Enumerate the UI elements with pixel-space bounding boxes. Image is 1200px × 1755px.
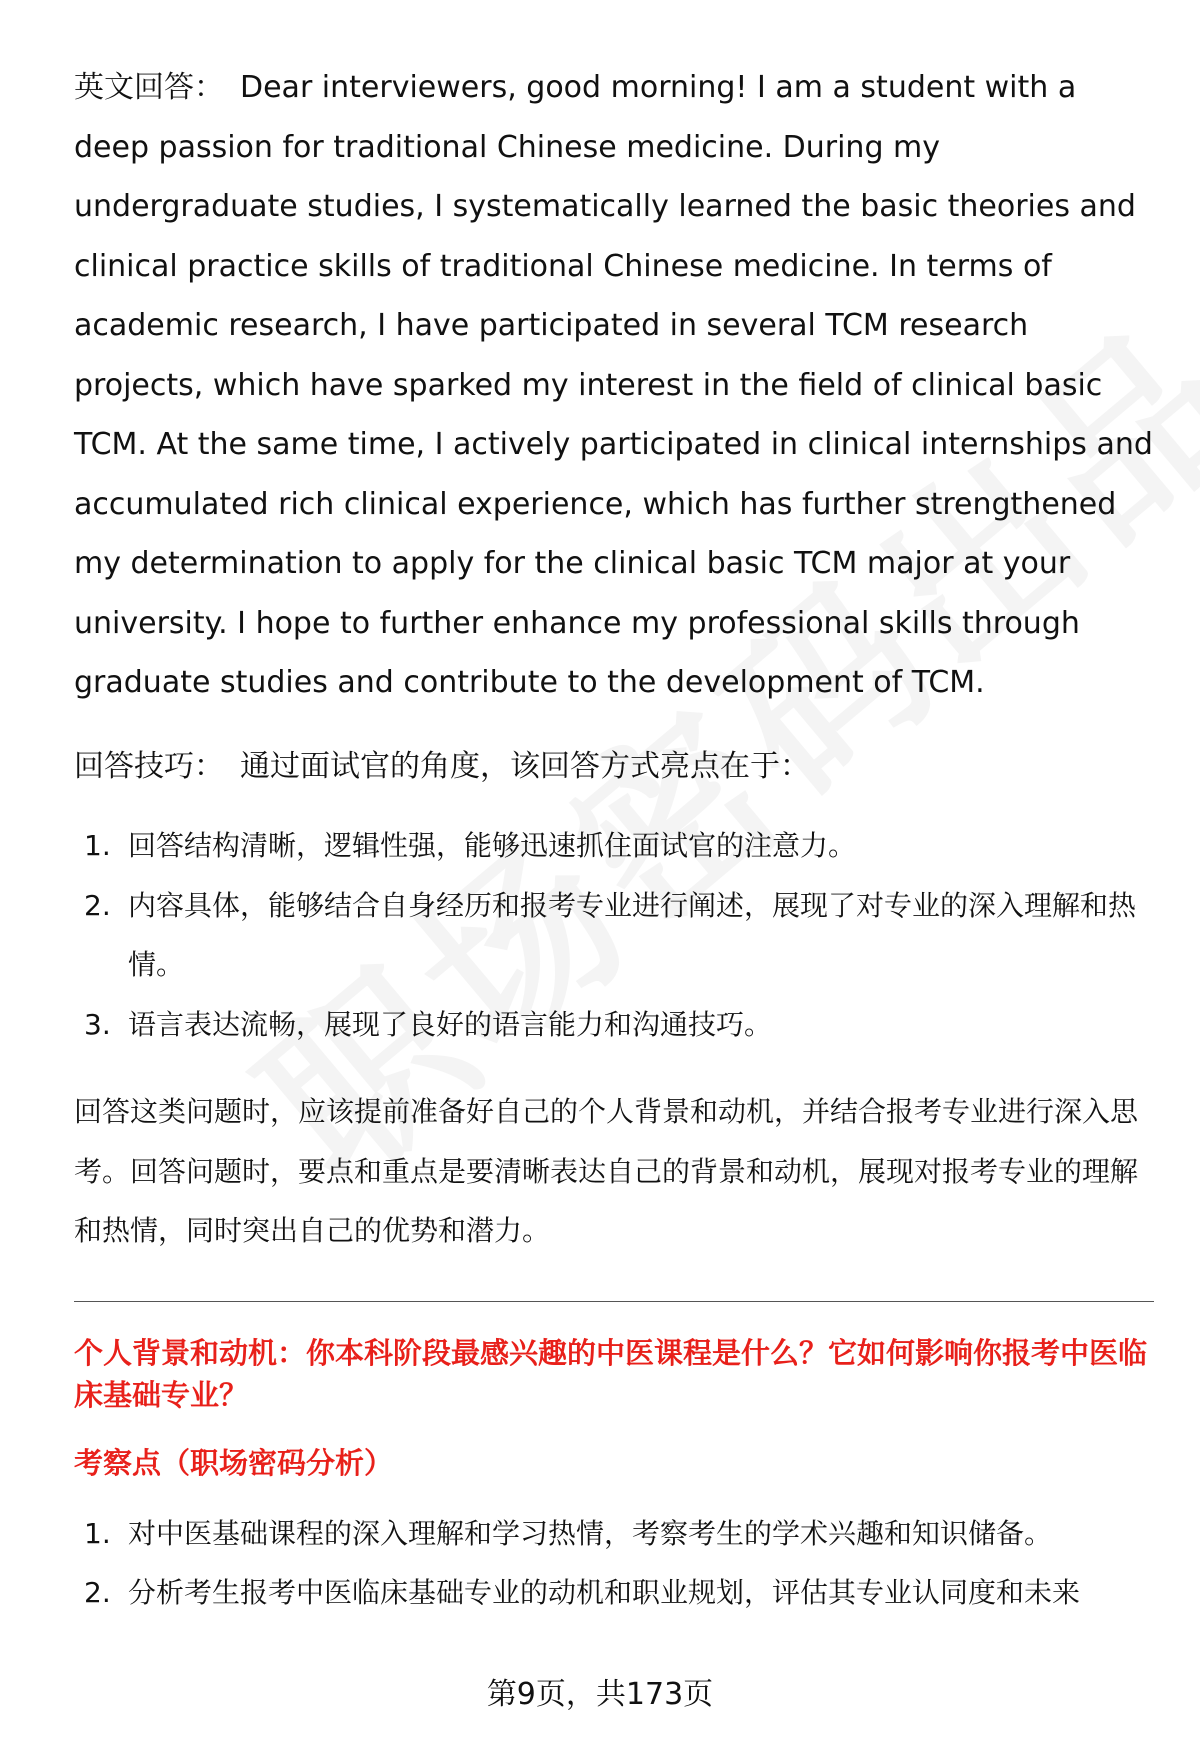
list-item-text: 语言表达流畅，展现了良好的语言能力和沟通技巧。: [128, 1007, 773, 1041]
list-item-text: 回答结构清晰，逻辑性强，能够迅速抓住面试官的注意力。: [128, 829, 857, 862]
list-item-text: 对中医基础课程的深入理解和学习热情，考察考生的学术兴趣和知识储备。: [128, 1516, 1053, 1550]
list-item: [74, 876, 1154, 995]
question-title: 个人背景和动机：你本科阶段最感兴趣的中医课程是什么？它如何影响你报考中医临床基础专业？: [74, 1335, 1148, 1412]
list-number: 1.: [84, 1516, 111, 1550]
list-item: [74, 1504, 1154, 1564]
list-number: 2.: [84, 1576, 111, 1609]
tips-intro: 通过面试官的角度，该回答方式亮点在于：: [240, 748, 810, 784]
list-number: 1.: [84, 829, 111, 862]
list-item: [74, 1563, 1154, 1623]
document-page: [74, 58, 1154, 1623]
list-number: 2.: [84, 888, 111, 922]
tips-label: 回答技巧：: [74, 748, 224, 784]
list-number: 3.: [84, 1007, 111, 1041]
list-item-text: 分析考生报考中医临床基础专业的动机和职业规划，评估其专业认同度和未来: [128, 1576, 1081, 1609]
exam-points-title: 考察点（职场密码分析）: [74, 1445, 394, 1480]
exam-points-list: [74, 1504, 1154, 1623]
list-item-text: 内容具体，能够结合自身经历和报考专业进行阐述，展现了对专业的深入理解和热情。: [128, 888, 1137, 981]
list-item: [74, 816, 1154, 876]
list-item: [74, 995, 1154, 1055]
advice-paragraph: 回答这类问题时，应该提前准备好自己的个人背景和动机，并结合报考专业进行深入思考。回答问题时，要点和重点是要清晰表达自己的背景和动机，展现对报考专业的理解和热情，同时突出自己的优势和潜力。: [74, 1095, 1139, 1247]
english-answer-text: Dear interviewers, good morning! I am a student with a deep passion for traditional Chinese medicine. During my undergraduate studies, I systematically learned the basic theories and clinical practice skills of traditional Chinese medicine. In terms of academic research, I have participated in several TCM research projects, which have sparked my interest in the field of clinical basic TCM. At the same time, I actively participated in clinical internships and accumulated rich clinical experience, which has further strengthened my determination to apply for the clinical basic TCM major at your university. I hope to further enhance my professional skills through graduate studies and contribute to the development of TCM.: [74, 70, 1153, 700]
section-divider: [74, 1301, 1154, 1302]
tips-intro-paragraph: [74, 737, 1154, 797]
tips-list: [74, 816, 1154, 1054]
english-answer-paragraph: [74, 58, 1154, 713]
page-footer: 第9页，共173页: [486, 1677, 714, 1712]
english-answer-label: 英文回答：: [74, 70, 224, 105]
